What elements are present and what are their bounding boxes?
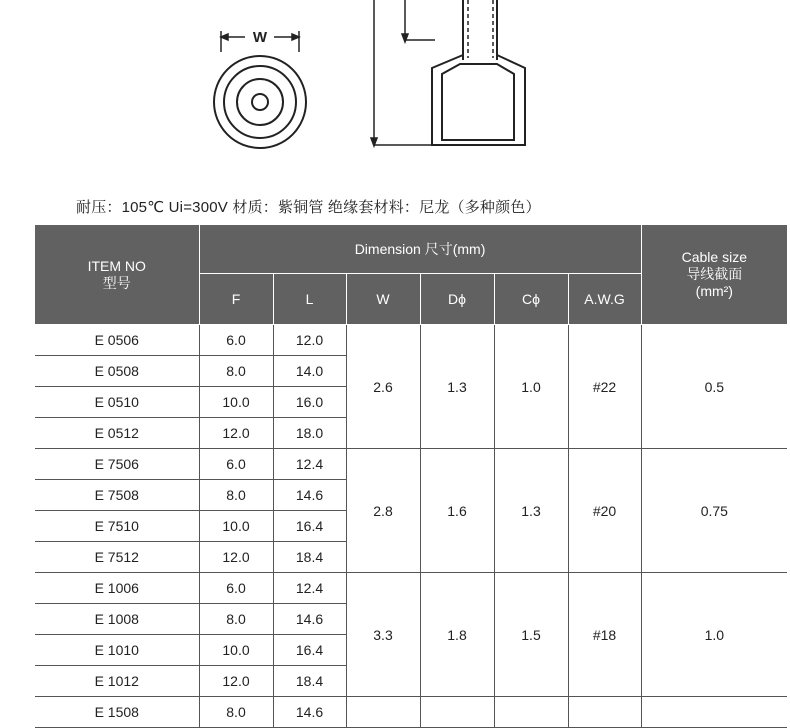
l-cell: 14.6 [273,480,346,511]
item-cell: E 7508 [35,480,199,511]
item-cell: E 1006 [35,573,199,604]
l-dimension [371,0,465,146]
l-cell: 16.0 [273,387,346,418]
f-cell: 12.0 [199,542,273,573]
f-cell: 8.0 [199,604,273,635]
l-cell: 14.6 [273,604,346,635]
item-cell: E 0512 [35,418,199,449]
header-w: W [346,274,420,325]
l-cell: 12.4 [273,449,346,480]
f-cell: 12.0 [199,418,273,449]
awg-cell: #22 [568,325,641,449]
w-cell: 3.3 [346,573,420,697]
cable-cell: 0.5 [641,325,787,449]
cable-cell: 1.0 [641,573,787,697]
item-cell: E 0508 [35,356,199,387]
c-cell: 1.3 [494,449,568,573]
ferrule-drawing [0,0,790,160]
l-cell: 16.4 [273,511,346,542]
awg-cell: #18 [568,573,641,697]
table-row [35,697,787,728]
item-cell: E 1008 [35,604,199,635]
item-cell: E 7510 [35,511,199,542]
header-c: Cϕ [494,274,568,325]
item-cell: E 7506 [35,449,199,480]
table-row [35,325,787,356]
l-cell: 12.0 [273,325,346,356]
awg-cell [568,697,641,728]
end-view [214,56,306,148]
l-cell: 14.0 [273,356,346,387]
f-cell: 6.0 [199,573,273,604]
c-cell [494,697,568,728]
d-cell: 1.3 [420,325,494,449]
item-cell: E 0506 [35,325,199,356]
l-cell: 18.0 [273,418,346,449]
header-f: F [199,274,273,325]
c-cell: 1.0 [494,325,568,449]
f-cell: 8.0 [199,356,273,387]
header-l: L [273,274,346,325]
cable-cell [641,697,787,728]
w-cell [346,697,420,728]
header-cable-unit: (mm²) [695,283,733,299]
spec-line: 耐压：105℃ Ui=300V 材质：紫铜管 绝缘套材料：尼龙（多种颜色） [76,199,541,216]
d-cell: 1.8 [420,573,494,697]
l-cell: 18.4 [273,666,346,697]
l-cell: 14.6 [273,697,346,728]
header-d: Dϕ [420,274,494,325]
w-cell: 2.6 [346,325,420,449]
l-cell: 18.4 [273,542,346,573]
d-cell [420,697,494,728]
l-cell: 12.4 [273,573,346,604]
header-cable-cn: 导线截面 [686,266,743,282]
f-cell: 6.0 [199,449,273,480]
f-cell: 12.0 [199,666,273,697]
header-awg: A.W.G [568,274,641,325]
f-cell: 8.0 [199,697,273,728]
header-dimension: Dimension 尺寸(mm) [199,225,641,274]
header-cable-en: Cable size [681,249,747,265]
l-cell: 16.4 [273,635,346,666]
item-cell: E 1010 [35,635,199,666]
item-cell: E 1508 [35,697,199,728]
side-view [432,0,525,145]
d-cell: 1.6 [420,449,494,573]
f-cell: 6.0 [199,325,273,356]
f-cell: 10.0 [199,387,273,418]
cable-cell: 0.75 [641,449,787,573]
spec-table [35,224,787,728]
w-cell: 2.8 [346,449,420,573]
header-cable-size [641,225,787,325]
awg-cell: #20 [568,449,641,573]
item-cell: E 1012 [35,666,199,697]
w-label: W [252,29,268,46]
header-item-no-en: ITEM NO [87,257,146,274]
f-cell: 8.0 [199,480,273,511]
table-row [35,449,787,480]
header-item-no-cn: 型号 [102,274,131,291]
c-cell: 1.5 [494,573,568,697]
f-cell: 10.0 [199,635,273,666]
item-cell: E 0510 [35,387,199,418]
item-cell: E 7512 [35,542,199,573]
header-item-no [35,225,199,325]
table-row [35,573,787,604]
f-cell: 10.0 [199,511,273,542]
